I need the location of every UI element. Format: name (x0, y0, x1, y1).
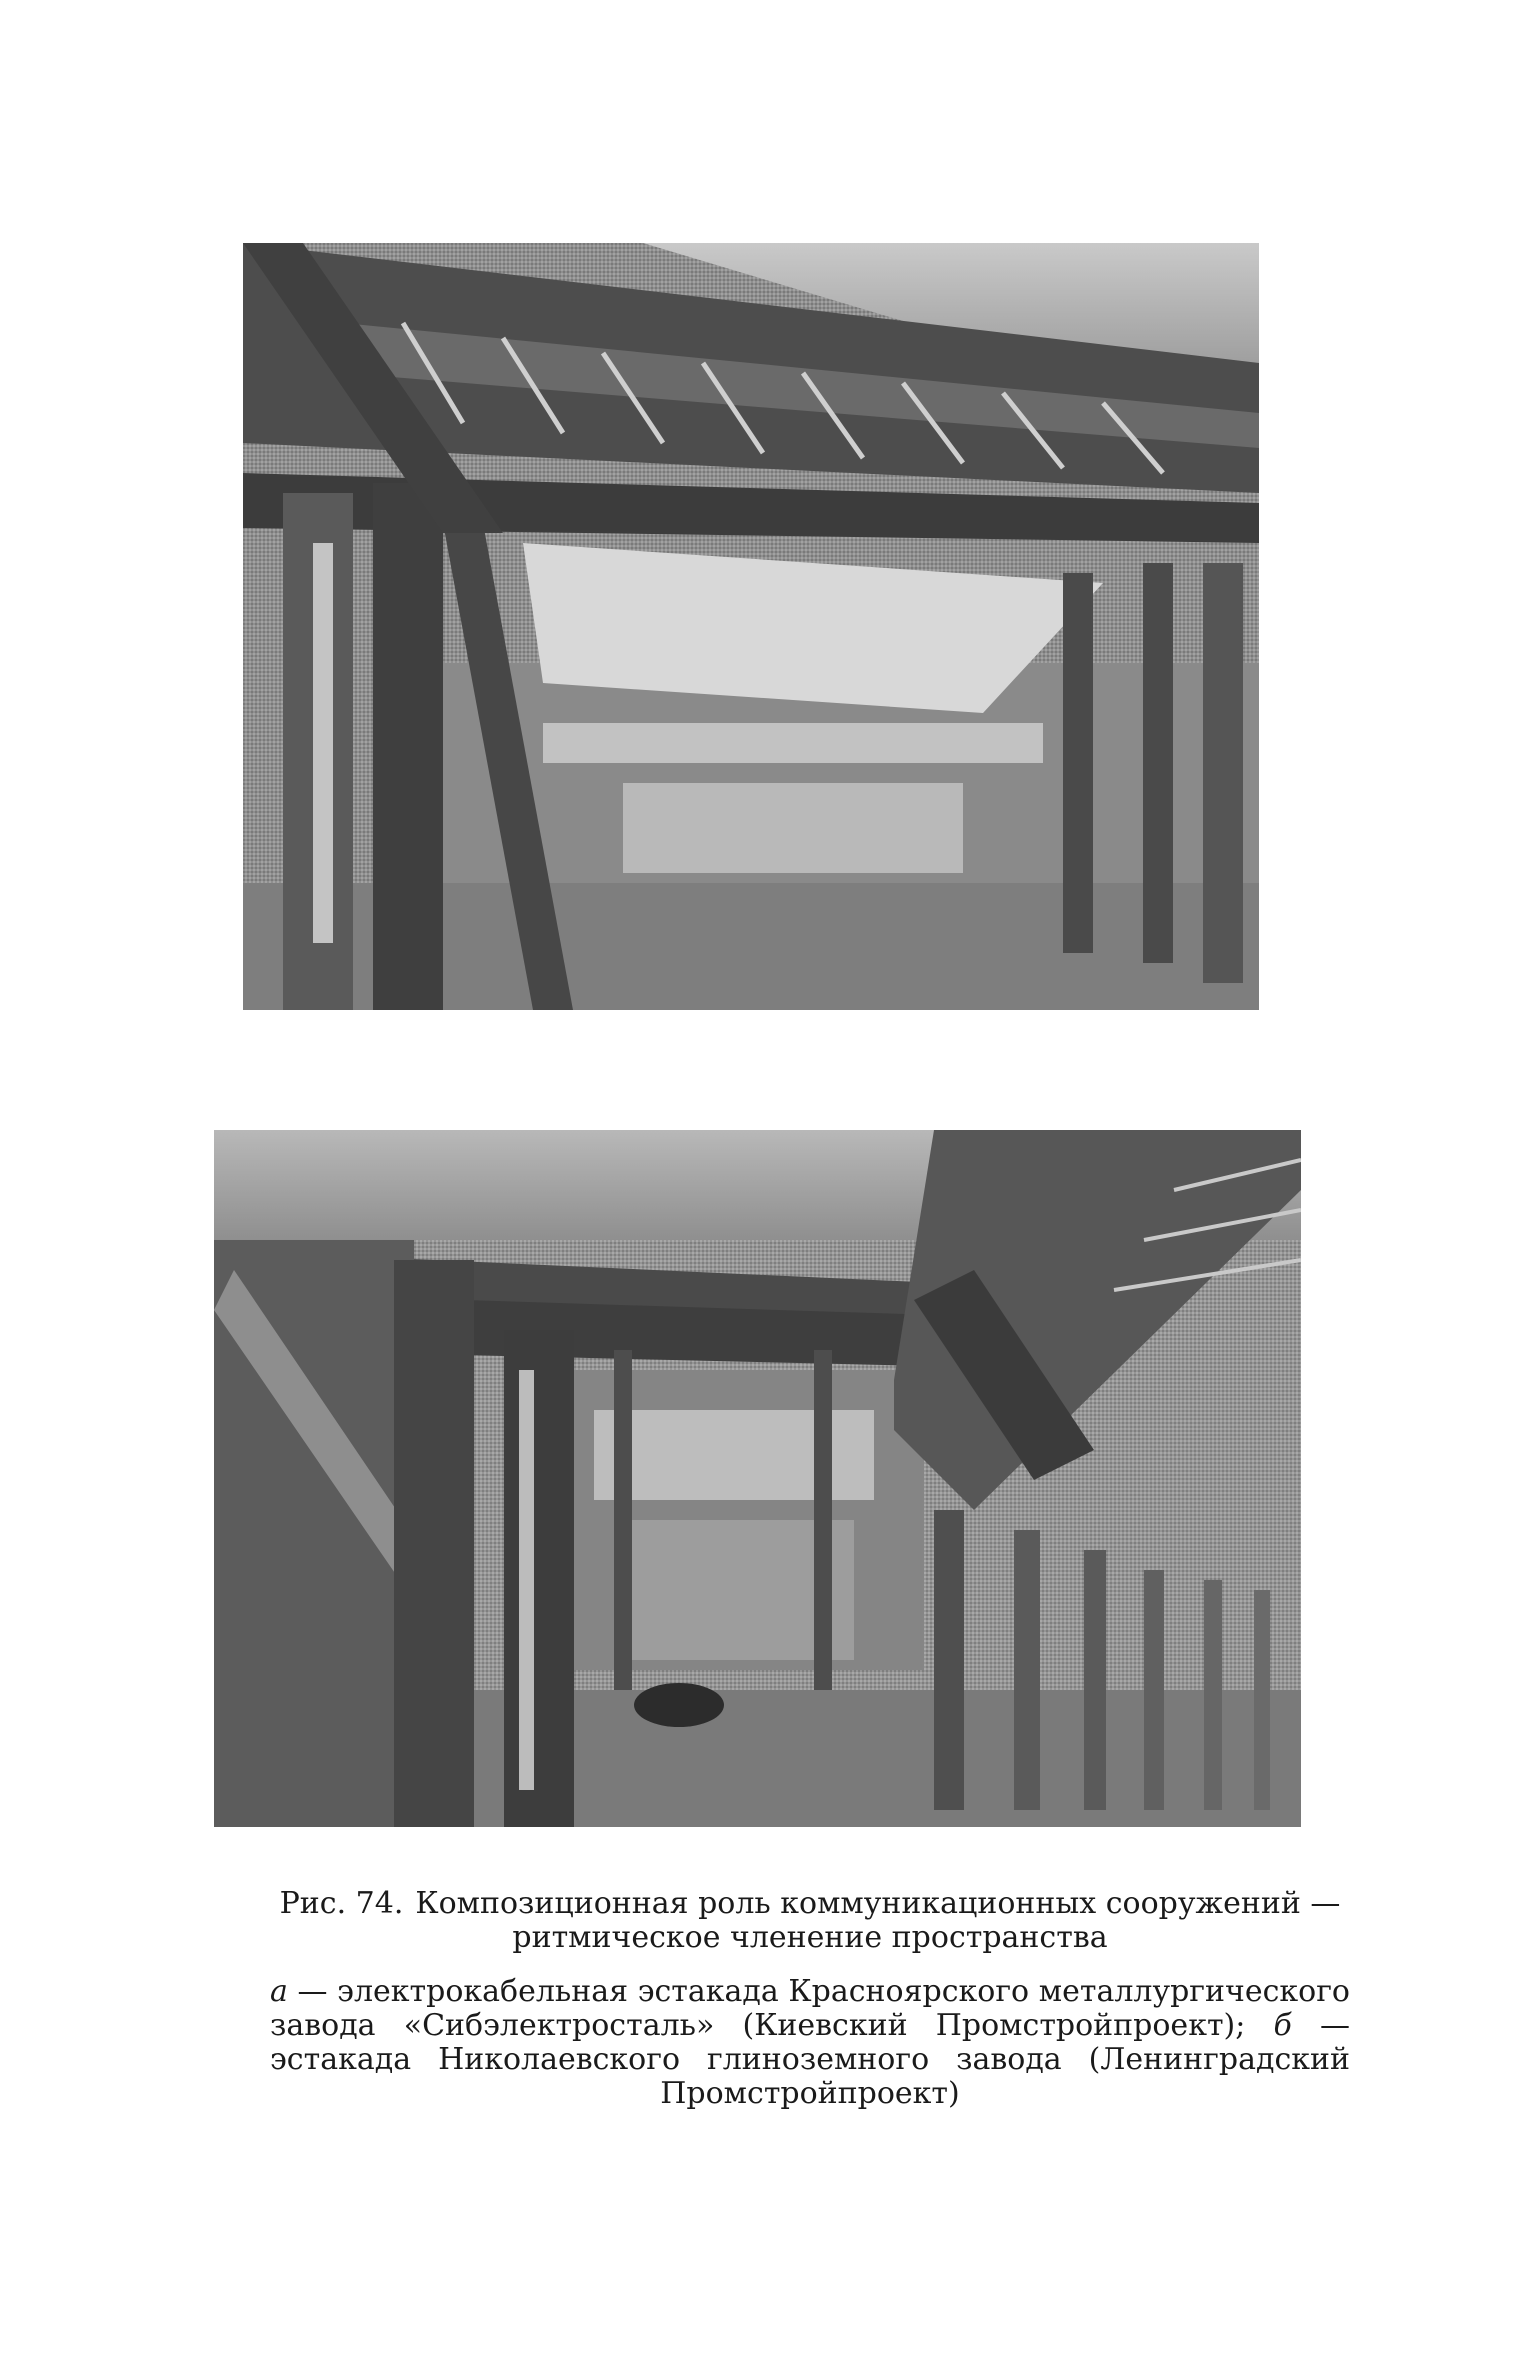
overpass-photo-b-icon (214, 1130, 1301, 1827)
photo-alumina-plant-overpass (214, 1130, 1301, 1827)
figure-legend (270, 1975, 1350, 2111)
figure-title: Композиционная роль коммуникационных сооружений — ритмическое членение пространства (415, 1886, 1341, 1955)
legend-text-b: — эстакада Николаевского глиноземного завода (Ленинградский Промстройпроект) (270, 2008, 1350, 2111)
legend-text-a: — электрокабельная эстакада Красноярского металлургического завода «Сибэлектросталь» (Киевский Промстройпроект); (270, 1974, 1350, 2043)
legend-marker-b: б (1273, 2008, 1292, 2043)
figure-caption (270, 1887, 1350, 1955)
overpass-photo-a-icon (243, 243, 1259, 1010)
legend-marker-a: а (270, 1974, 288, 2009)
figure-label: Рис. 74. (279, 1886, 404, 1921)
photo-cable-overpass (243, 243, 1259, 1010)
